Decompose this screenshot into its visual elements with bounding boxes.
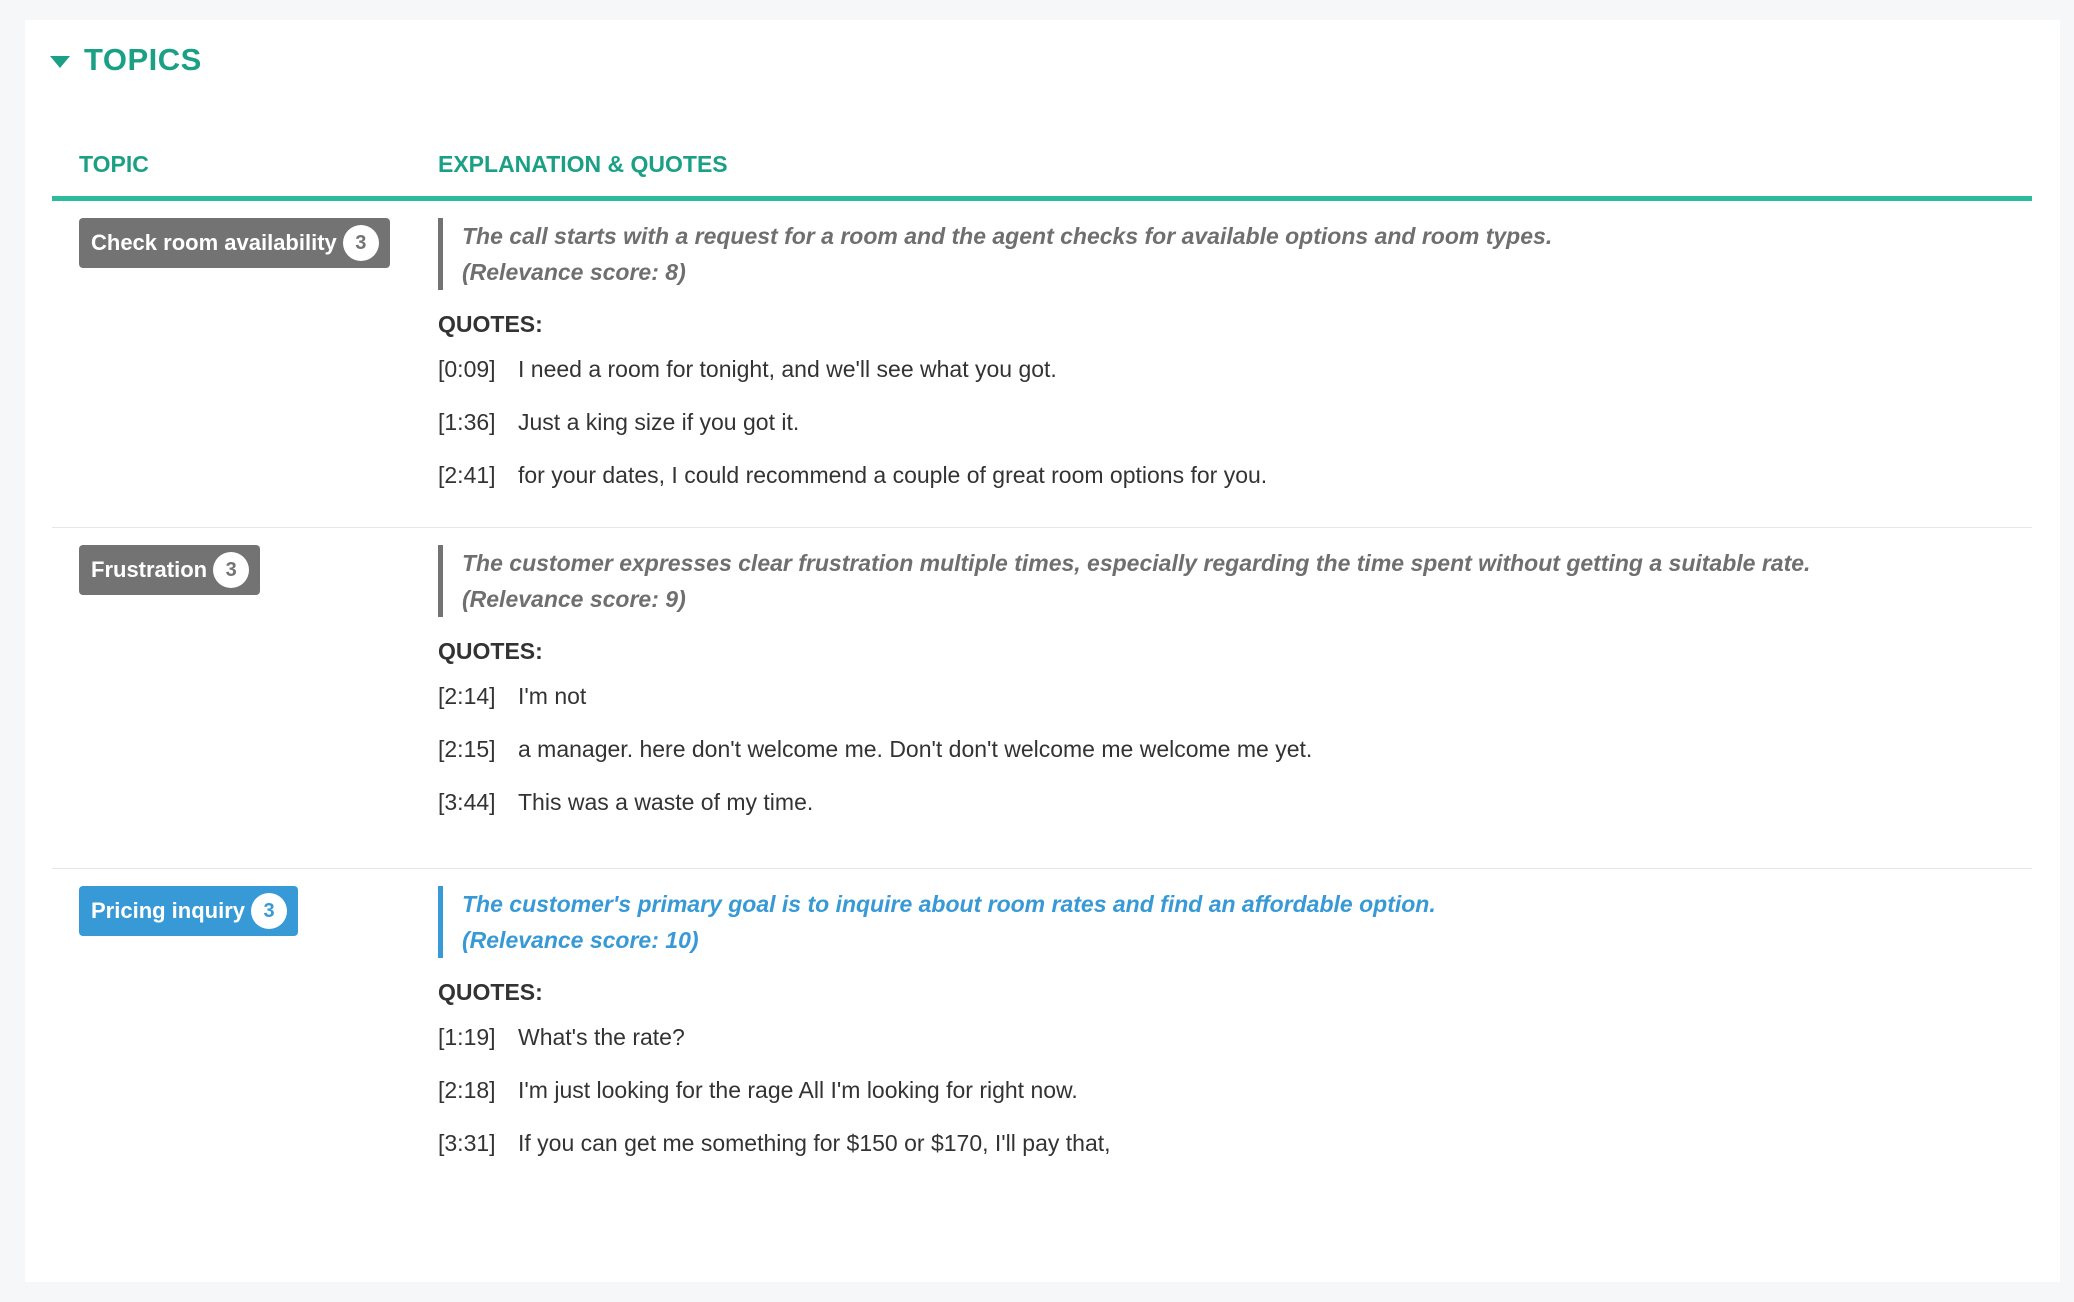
quote-timestamp-link[interactable]: [2:15] (438, 736, 496, 762)
topic-badge-check-room-availability[interactable] (79, 218, 390, 268)
quote-timestamp-link[interactable]: [3:44] (438, 789, 496, 815)
quotes-label: QUOTES: (438, 311, 543, 337)
topic-count-badge: 3 (343, 225, 379, 261)
topic-label: Pricing inquiry (91, 898, 246, 923)
explanation-text (438, 886, 2032, 958)
quote-item (438, 461, 2032, 489)
topics-panel (25, 20, 2060, 1282)
topic-label: Frustration (91, 557, 208, 582)
topics-section-toggle[interactable] (50, 42, 202, 78)
topic-cell (52, 201, 438, 527)
topics-table (52, 140, 2032, 1209)
topic-badge-frustration[interactable] (79, 545, 260, 595)
quote-item (438, 735, 2032, 763)
explanation-cell (438, 201, 2032, 527)
table-header (52, 140, 2032, 201)
relevance-score: (Relevance score: 8) (462, 259, 686, 285)
quote-text: a manager. here don't welcome me. Don't don't welcome me welcome me yet. (518, 736, 1313, 762)
quote-text: I'm not (518, 683, 587, 709)
explanation-summary: The customer's primary goal is to inquire about room rates and find an affordable option. (462, 891, 1436, 917)
quote-item (438, 355, 2032, 383)
quote-timestamp-link[interactable]: [1:36] (438, 409, 496, 435)
explanation-cell (438, 869, 2032, 1209)
quote-item (438, 1023, 2032, 1051)
table-row (52, 528, 2032, 869)
relevance-score: (Relevance score: 9) (462, 586, 686, 612)
quote-text: If you can get me something for $150 or $170, I'll pay that, (518, 1130, 1111, 1156)
explanation-cell (438, 528, 2032, 868)
quote-text: I need a room for tonight, and we'll see what you got. (518, 356, 1057, 382)
explanation-summary: The customer expresses clear frustration multiple times, especially regarding the time spent without getting a suitable rate. (462, 550, 1811, 576)
quote-timestamp-link[interactable]: [2:14] (438, 683, 496, 709)
quote-item (438, 408, 2032, 436)
quote-item (438, 788, 2032, 816)
column-header-topic: TOPIC (79, 151, 149, 177)
quote-item (438, 682, 2032, 710)
quote-timestamp-link[interactable]: [0:09] (438, 356, 496, 382)
quote-text: I'm just looking for the rage All I'm looking for right now. (518, 1077, 1078, 1103)
table-row (52, 869, 2032, 1209)
explanation-summary: The call starts with a request for a room and the agent checks for available options and room types. (462, 223, 1553, 249)
quote-timestamp-link[interactable]: [2:18] (438, 1077, 496, 1103)
topic-count-badge: 3 (213, 552, 249, 588)
section-title: TOPICS (84, 42, 202, 77)
caret-down-icon (50, 56, 70, 68)
quote-timestamp-link[interactable]: [2:41] (438, 462, 496, 488)
quotes-label: QUOTES: (438, 979, 543, 1005)
explanation-text (438, 545, 2032, 617)
topic-badge-pricing-inquiry[interactable] (79, 886, 298, 936)
quote-item (438, 1129, 2032, 1157)
topic-cell (52, 869, 438, 1209)
topic-count-badge: 3 (251, 893, 287, 929)
quote-text: Just a king size if you got it. (518, 409, 800, 435)
topic-label: Check room availability (91, 230, 337, 255)
relevance-score: (Relevance score: 10) (462, 927, 699, 953)
table-row (52, 201, 2032, 528)
quote-text: This was a waste of my time. (518, 789, 814, 815)
quote-item (438, 1076, 2032, 1104)
quote-text: What's the rate? (518, 1024, 685, 1050)
quotes-label: QUOTES: (438, 638, 543, 664)
explanation-text (438, 218, 2032, 290)
column-header-explanation: EXPLANATION & QUOTES (438, 151, 728, 177)
quote-text: for your dates, I could recommend a couple of great room options for you. (518, 462, 1268, 488)
quote-timestamp-link[interactable]: [1:19] (438, 1024, 496, 1050)
quote-timestamp-link[interactable]: [3:31] (438, 1130, 496, 1156)
topic-cell (52, 528, 438, 868)
